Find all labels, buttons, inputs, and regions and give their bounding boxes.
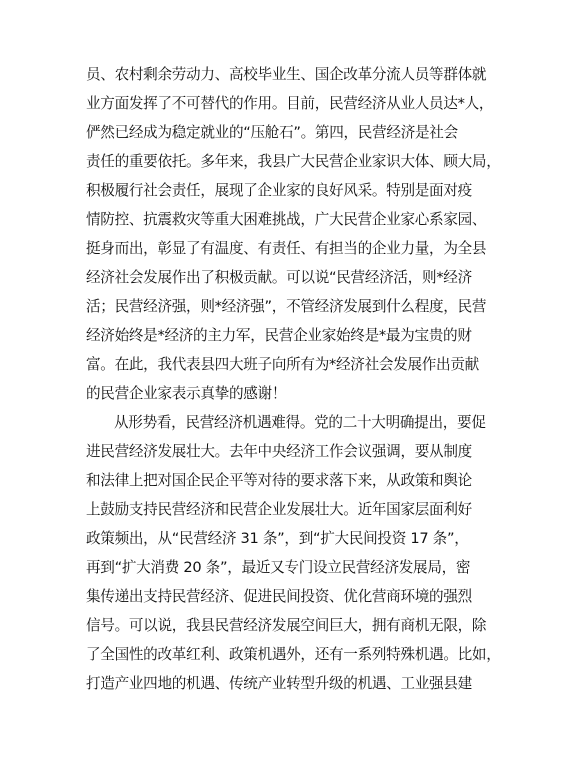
- text-line: 员、农村剩余劳动力、高校毕业生、国企改革分流人员等群体就: [86, 66, 487, 83]
- text-line: 挺身而出，彰显了有温度、有责任、有担当的企业力量，为全县: [86, 240, 487, 257]
- paragraph-1: [86, 60, 506, 408]
- text-line: 上鼓励支持民营经济和民营企业发展壮大。近年国家层面利好: [86, 501, 472, 518]
- text-line: 积极履行社会责任，展现了企业家的良好风采。特别是面对疫: [86, 182, 472, 199]
- text-line: 进民营经济发展壮大。去年中央经济工作会议强调，要从制度: [86, 443, 472, 460]
- text-line: 信号。可以说，我县民营经济发展空间巨大，拥有商机无限，除: [86, 617, 487, 634]
- text-line: 政策频出，从“民营经济 31 条”，到“扩大民间投资 17 条”，: [86, 530, 469, 547]
- text-line: 业方面发挥了不可替代的作用。目前，民营经济从业人员达*人，: [86, 95, 494, 112]
- text-line: 和法律上把对国企民企平等对待的要求落下来，从政策和舆论: [86, 472, 472, 489]
- text-line: 经济社会发展作出了积极贡献。可以说“民营经济活，则*经济: [86, 269, 472, 286]
- text-line: 活；民营经济强，则*经济强”，不管经济发展到什么程度，民营: [86, 298, 487, 315]
- text-line: 集传递出支持民营经济、促进民间投资、优化营商环境的强烈: [86, 588, 472, 605]
- text-line: 情防控、抗震救灾等重大困难挑战，广大民营企业家心系家园、: [86, 211, 487, 228]
- text-line: 经济始终是*经济的主力军，民营企业家始终是*最为宝贵的财: [86, 327, 472, 344]
- text-line: 从形势看，民营经济机遇难得。党的二十大明确提出，要促: [114, 414, 486, 431]
- body-text: [86, 60, 506, 698]
- text-line: 的民营企业家表示真挚的感谢！: [86, 385, 287, 402]
- paragraph-2: [86, 408, 506, 698]
- text-line: 了全国性的改革红利、政策机遇外，还有一系列特殊机遇。比如，: [86, 646, 501, 663]
- text-line: 俨然已经成为稳定就业的“压舱石”。第四，民营经济是社会: [86, 124, 458, 141]
- text-line: 责任的重要依托。多年来，我县广大民营企业家识大体、顾大局，: [86, 153, 501, 170]
- text-line: 再到“扩大消费 20 条”，最近又专门设立民营经济发展局，密: [86, 559, 471, 576]
- text-line: 富。在此，我代表县四大班子向所有为*经济社会发展作出贡献: [86, 356, 479, 373]
- text-line: 打造产业四地的机遇、传统产业转型升级的机遇、工业强县建: [86, 675, 472, 692]
